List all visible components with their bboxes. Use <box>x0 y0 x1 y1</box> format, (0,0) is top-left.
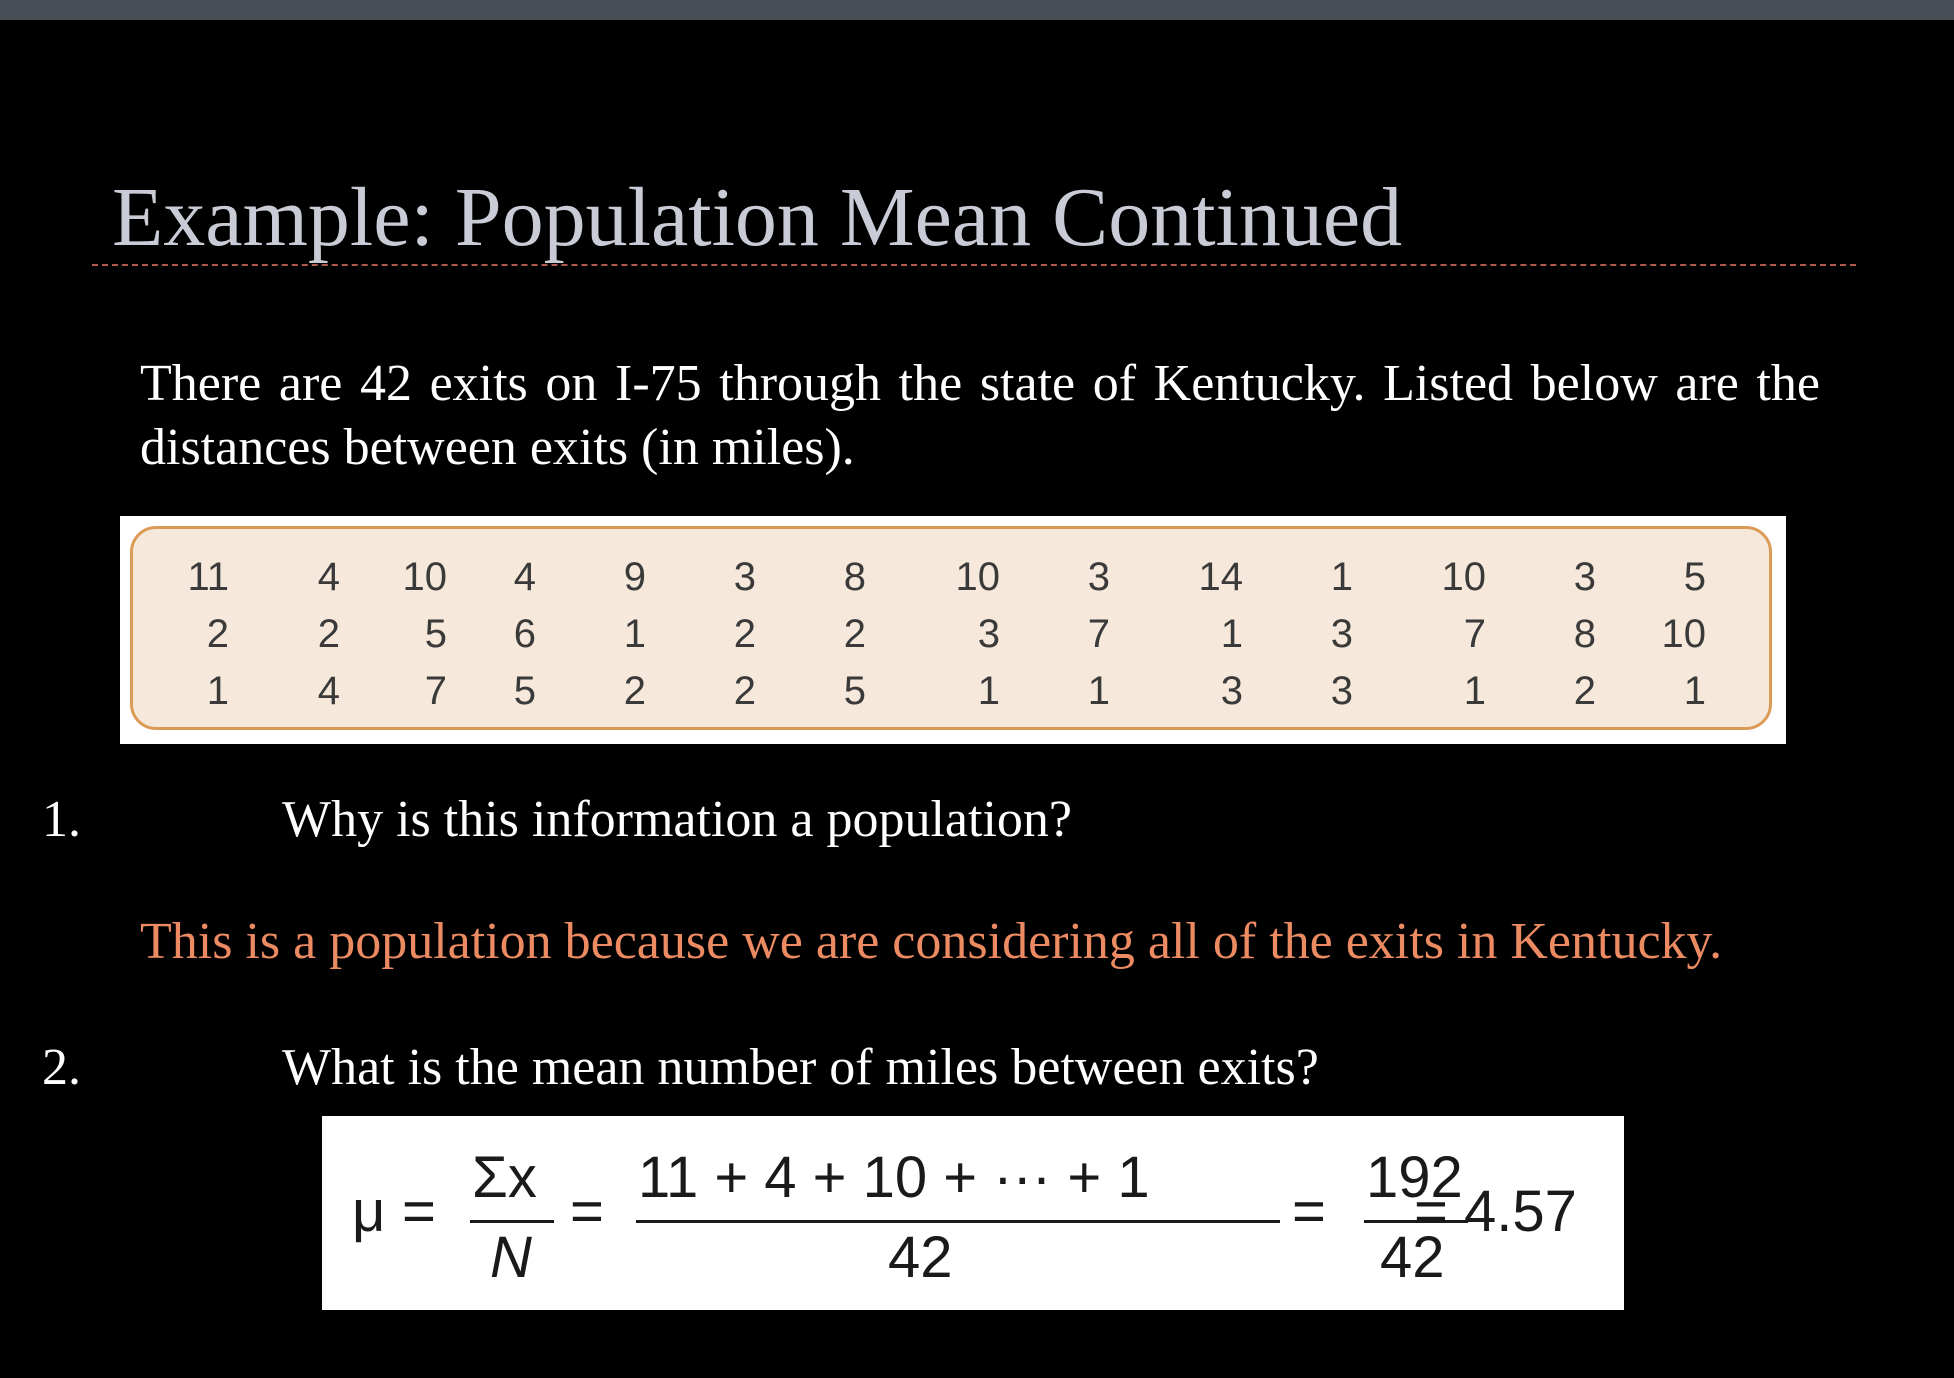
fraction-bar <box>636 1220 1280 1223</box>
data-cell: 2 <box>843 612 866 656</box>
data-cell: 1 <box>977 669 1000 713</box>
mu-symbol: μ <box>352 1179 386 1244</box>
data-column <box>686 549 756 720</box>
data-column <box>1173 549 1243 720</box>
data-cell: 4 <box>513 555 536 599</box>
top-bar <box>0 0 1954 20</box>
data-cell: 3 <box>1330 612 1353 656</box>
data-cell: 14 <box>1198 555 1243 599</box>
equals-sign: = <box>570 1179 604 1244</box>
data-cell: 2 <box>733 612 756 656</box>
intro-paragraph: There are 42 exits on I-75 through the state of Kentucky. Listed below are the distances between exits (in miles). <box>140 355 1820 476</box>
data-column <box>466 549 536 720</box>
data-cell: 3 <box>733 555 756 599</box>
title-divider <box>92 264 1856 266</box>
data-cell: 1 <box>1330 555 1353 599</box>
data-table-panel <box>120 516 1786 744</box>
sum-denominator: N <box>490 1225 532 1290</box>
data-cell: 1 <box>1087 669 1110 713</box>
data-column <box>796 549 866 720</box>
data-cell: 10 <box>1441 555 1486 599</box>
data-cell: 2 <box>733 669 756 713</box>
data-column <box>159 549 229 720</box>
fraction-bar <box>470 1220 554 1223</box>
data-column <box>576 549 646 720</box>
data-cell: 7 <box>424 669 447 713</box>
data-cell: 5 <box>424 612 447 656</box>
data-cell: 3 <box>977 612 1000 656</box>
total-numerator: 192 <box>1366 1145 1463 1210</box>
data-column <box>1526 549 1596 720</box>
data-cell: 3 <box>1330 669 1353 713</box>
question-number: 1. <box>42 791 81 848</box>
data-cell: 2 <box>1573 669 1596 713</box>
data-cell: 9 <box>623 555 646 599</box>
question-text: What is the mean number of miles between exits? <box>282 1039 1319 1096</box>
data-column <box>1636 549 1706 720</box>
data-cell: 7 <box>1087 612 1110 656</box>
data-cell: 2 <box>206 612 229 656</box>
total-denominator: 42 <box>1380 1225 1445 1290</box>
slide-title: Example: Population Mean Continued <box>112 171 1403 264</box>
expanded-denominator: 42 <box>888 1225 953 1290</box>
data-cell: 3 <box>1573 555 1596 599</box>
data-cell: 8 <box>843 555 866 599</box>
data-cell: 10 <box>402 555 447 599</box>
data-table <box>130 526 1772 730</box>
data-column <box>1040 549 1110 720</box>
data-cell: 5 <box>1683 555 1706 599</box>
mean-formula <box>322 1116 1624 1310</box>
data-cell: 4 <box>317 555 340 599</box>
question-number: 2. <box>42 1039 81 1096</box>
data-cell: 2 <box>623 669 646 713</box>
data-cell: 1 <box>1683 669 1706 713</box>
equals-sign: = <box>1292 1179 1326 1244</box>
data-cell: 1 <box>1220 612 1243 656</box>
question-text: Why is this information a population? <box>282 791 1072 848</box>
data-cell: 1 <box>623 612 646 656</box>
data-column <box>377 549 447 720</box>
data-cell: 5 <box>843 669 866 713</box>
data-cell: 7 <box>1463 612 1486 656</box>
formula-result: = 4.57 <box>1414 1179 1577 1244</box>
data-cell: 10 <box>1661 612 1706 656</box>
sum-numerator: Σx <box>472 1145 537 1210</box>
data-cell: 2 <box>317 612 340 656</box>
data-cell: 1 <box>1463 669 1486 713</box>
answer-text: This is a population because we are considering all of the exits in Kentucky. <box>140 913 1723 970</box>
data-cell: 3 <box>1087 555 1110 599</box>
data-cell: 4 <box>317 669 340 713</box>
data-cell: 10 <box>955 555 1000 599</box>
data-column <box>270 549 340 720</box>
data-column <box>1283 549 1353 720</box>
equals-sign: = <box>402 1179 436 1244</box>
data-column <box>1416 549 1486 720</box>
data-cell: 6 <box>513 612 536 656</box>
data-cell: 8 <box>1573 612 1596 656</box>
data-cell: 1 <box>206 669 229 713</box>
data-cell: 3 <box>1220 669 1243 713</box>
data-cell: 11 <box>187 555 229 599</box>
data-column <box>930 549 1000 720</box>
expanded-numerator: 11 + 4 + 10 + ··· + 1 <box>638 1145 1150 1210</box>
data-cell: 5 <box>513 669 536 713</box>
